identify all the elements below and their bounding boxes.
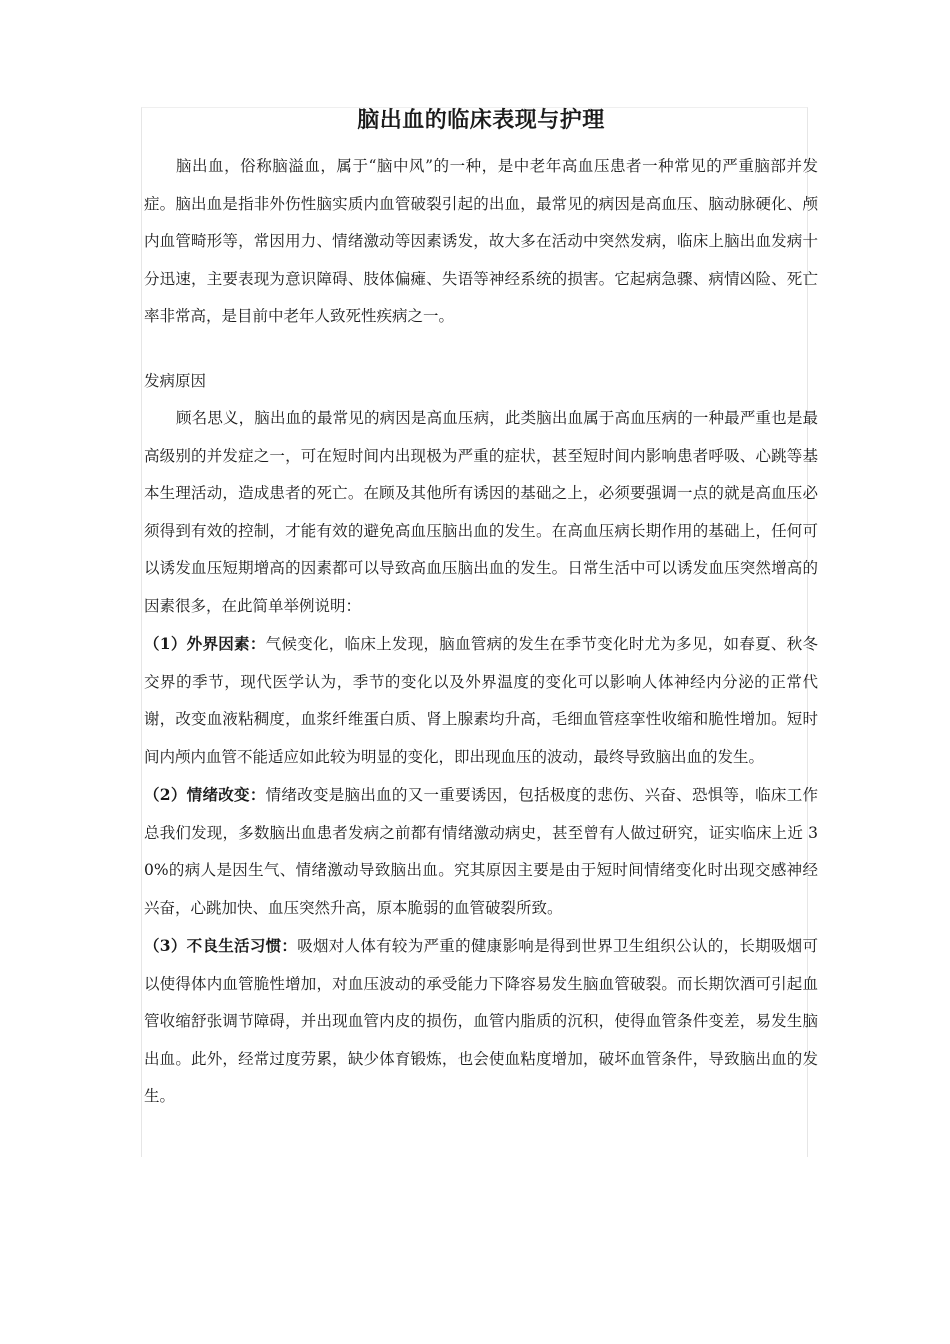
- factor-habits-label: （3）不良生活习惯：: [144, 936, 298, 955]
- factor-emotion-text: 情绪改变是脑出血的又一重要诱因，包括极度的悲伤、兴奋、恐惧等，临床工作总我们发现，多数脑出血患者发病之前都有情绪激动病史，甚至曾有人做过研究，证实临床上近 30%的病人是因生气、情绪激动导致脑出血。究其原因主要是由于短时间情绪变化时出现交感神经兴奋，心跳加快、血压突然升高，原本脆弱的血管破裂所致。: [144, 786, 818, 917]
- factor-external-label: （1）外界因素：: [144, 634, 266, 653]
- cause-paragraph: 顾名思义，脑出血的最常见的病因是高血压病，此类脑出血属于高血压病的一种最严重也是最高级别的并发症之一，可在短时间内出现极为严重的症状，甚至短时间内影响患者呼吸、心跳等基本生理活动，造成患者的死亡。在顾及其他所有诱因的基础之上，必须要强调一点的就是高血压必须得到有效的控制，才能有效的避免高血压脑出血的发生。在高血压病长期作用的基础上，任何可以诱发血压短期增高的因素都可以导致高血压脑出血的发生。日常生活中可以诱发血压突然增高的因素很多，在此简单举例说明：: [144, 409, 818, 615]
- factor-habits-text: 吸烟对人体有较为严重的健康影响是得到世界卫生组织公认的，长期吸烟可以使得体内血管脆性增加，对血压波动的承受能力下降容易发生脑血管破裂。而长期饮酒可引起血管收缩舒张调节障碍，并出现血管内皮的损伤，血管内脂质的沉积，使得血管条件变差，易发生脑出血。此外，经常过度劳累，缺少体育锻炼，也会使血粘度增加，破坏血管条件，导致脑出血的发生。: [144, 937, 818, 1105]
- factor-external: [144, 625, 818, 776]
- factor-external-text: 气候变化，临床上发现，脑血管病的发生在季节变化时尤为多见，如春夏、秋冬交界的季节，现代医学认为，季节的变化以及外界温度的变化可以影响人体神经内分泌的正常代谢，改变血液粘稠度，血浆纤维蛋白质、肾上腺素均升高，毛细血管痉挛性收缩和脆性增加。短时间内颅内血管不能适应如此较为明显的变化，即出现血压的波动，最终导致脑出血的发生。: [144, 635, 818, 766]
- factor-emotion-label: （2）情绪改变：: [144, 785, 266, 804]
- intro-paragraph: 脑出血，俗称脑溢血，属于“脑中风”的一种，是中老年高血压患者一种常见的严重脑部并发症。脑出血是指非外伤性脑实质内血管破裂引起的出血，最常见的病因是高血压、脑动脉硬化、颅内血管畸形等，常因用力、情绪激动等因素诱发，故大多在活动中突然发病，临床上脑出血发病十分迅速，主要表现为意识障碍、肢体偏瘫、失语等神经系统的损害。它起病急骤、病情凶险、死亡率非常高，是目前中老年人致死性疾病之一。: [144, 157, 818, 325]
- document-body: [144, 104, 818, 1116]
- document-title: 脑出血的临床表现与护理: [357, 107, 605, 133]
- section-heading-causes: 发病原因: [144, 371, 207, 390]
- factor-emotion: [144, 776, 818, 927]
- factor-habits: [144, 927, 818, 1116]
